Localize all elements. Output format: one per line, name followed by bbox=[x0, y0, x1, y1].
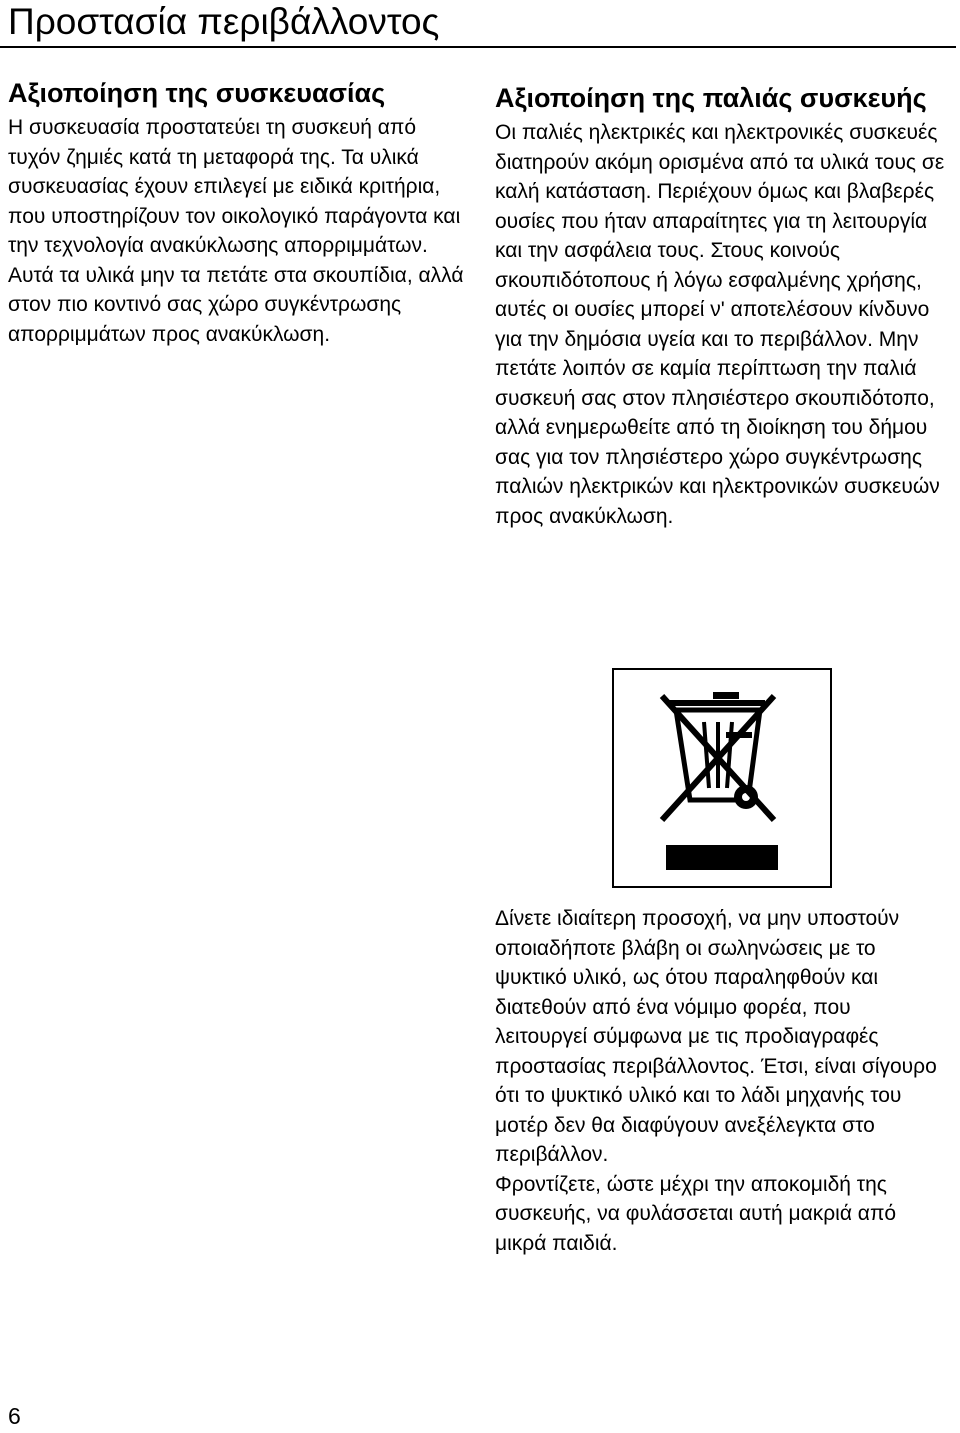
page-title: Προστασία περιβάλλοντος bbox=[8, 1, 440, 42]
packaging-text: Η συσκευασία προστατεύει τη συσκευή από τυχόν ζημιές κατά τη μεταφορά της. Τα υλικά συσκευασίας έχουν επιλεγεί με ειδικά κριτήρια, που υποστηρίζουν τον οικολογικό παράγοντα και την τεχνολογία ανακύκλωσης απορριμμάτων. Αυτά τα υλικά μην τα πετάτε στα σκουπίδια, αλλά στον πιο κοντινό σας χώρο συγκέντρωσης απορριμμάτων προς ανακύκλωση. bbox=[8, 116, 464, 346]
page-number: 6 bbox=[8, 1403, 21, 1429]
crossed-out-wheelie-bin-icon bbox=[614, 670, 830, 886]
care-notice-section bbox=[495, 904, 947, 1258]
old-appliance-heading: Αξιοποίηση της παλιάς συσκευής bbox=[495, 83, 927, 113]
old-appliance-text: Οι παλιές ηλεκτρικές και ηλεκτρονικές συσκευές διατηρούν ακόμη ορισμένα από τα υλικά τους σε καλή κατάσταση. Περιέχουν όμως και βλαβερές ουσίες που ήταν απαραίτητες για τη λειτουργία και την ασφάλεια τους. Στους κοινούς σκουπιδότοπους ή λόγω εσφαλμένης χρήσης, αυτές οι ουσίες μπορεί ν' αποτελέσουν κίνδυνο για την δημόσια υγεία και το περιβάλλον. Μην πετάτε λοιπόν σε καμία περίπτωση την παλιά συσκευή σας στον πλησιέστερο σκουπιδότοπο, αλλά ενημερωθείτε από τη διοίκηση του δήμου σας για τον πλησιέστερο χώρο συγκέντρωσης παλιών ηλεκτρικών και ηλεκτρονικών συσκευών προς ανακύκλωση. bbox=[495, 121, 945, 528]
care-notice-paragraph-2: Φροντίζετε, ώστε μέχρι την αποκομιδή της συσκευής, να φυλάσσεται αυτή μακριά από μικρά παιδιά. bbox=[495, 1172, 897, 1255]
care-notice-paragraph-1: Δίνετε ιδιαίτερη προσοχή, να μην υποστούν οποιαδήποτε βλάβη οι σωληνώσεις με το ψυκτικό υλικό, ως ότου παραληφθούν και διατεθούν από ένα νόμιμο φορέα, που λειτουργεί σύμφωνα με τις προδιαγραφές προστασίας περιβάλλοντος. Έτσι, είναι σίγουρο ότι το ψυκτικό υλικό και το λάδι μηχανής του μοτέρ δεν θα διαφύγουν ανεξέλεγκτα στο περιβάλλον. bbox=[495, 907, 937, 1166]
packaging-heading: Αξιοποίηση της συσκευασίας bbox=[8, 78, 386, 108]
title-divider bbox=[0, 46, 956, 48]
packaging-section bbox=[8, 77, 468, 349]
old-appliance-section bbox=[495, 82, 947, 531]
weee-symbol bbox=[612, 668, 832, 888]
